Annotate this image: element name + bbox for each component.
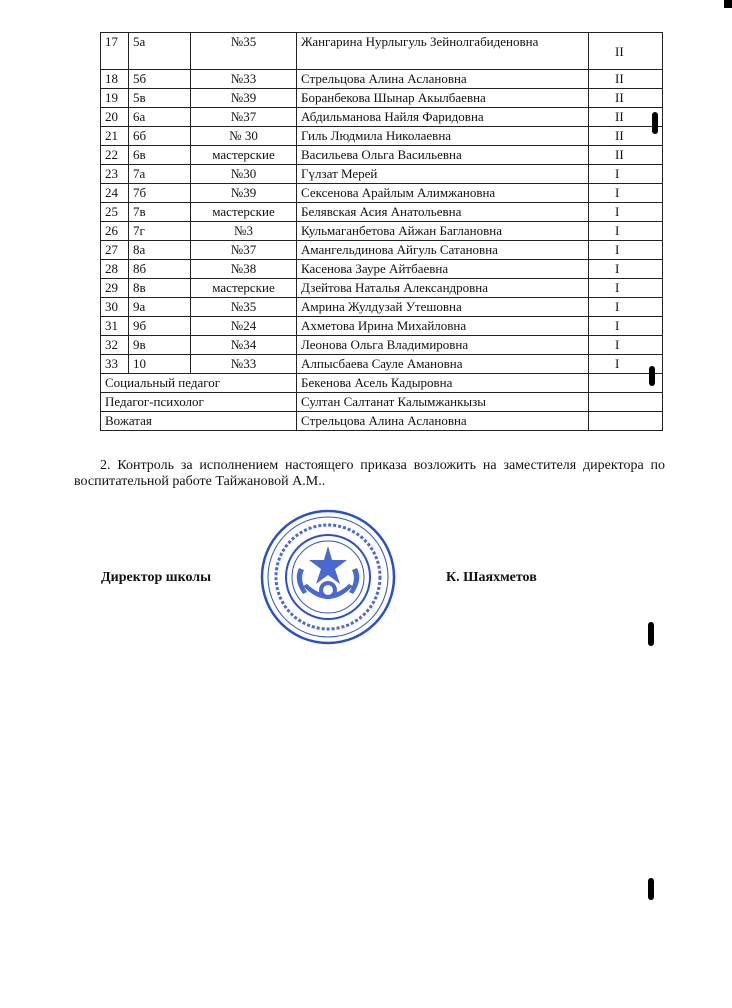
cell-cls: 6в <box>129 146 191 165</box>
cell-cls: 5в <box>129 89 191 108</box>
cell-name: Амангельдинова Айгуль Сатановна <box>297 241 589 260</box>
cell-name: Абдильманова Найля Фаридовна <box>297 108 589 127</box>
cell-room: мастерские <box>191 279 297 298</box>
cell-cls: 7б <box>129 184 191 203</box>
cell-cls: 8б <box>129 260 191 279</box>
control-paragraph: 2. Контроль за исполнением настоящего приказа возложить на заместителя директора по воспитательной работе Тайжановой А.М.. <box>74 458 665 489</box>
cell-room: №34 <box>191 336 297 355</box>
cell-cat: II <box>589 89 663 108</box>
cell-cat: I <box>589 241 663 260</box>
cell-cls: 7г <box>129 222 191 241</box>
cell-cat: II <box>589 33 663 70</box>
cell-cls: 9а <box>129 298 191 317</box>
cell-room: № 30 <box>191 127 297 146</box>
staff-row <box>101 374 663 393</box>
cell-name: Кульмаганбетова Айжан Баглановна <box>297 222 589 241</box>
table-row <box>101 184 663 203</box>
cell-cls: 8в <box>129 279 191 298</box>
cell-cat: II <box>589 108 663 127</box>
cell-name: Стрельцова Алина Аслановна <box>297 70 589 89</box>
scan-mark <box>724 0 732 8</box>
cell-cls: 7в <box>129 203 191 222</box>
cell-n: 22 <box>101 146 129 165</box>
cell-cls: 9в <box>129 336 191 355</box>
cell-n: 20 <box>101 108 129 127</box>
cell-n: 27 <box>101 241 129 260</box>
table-row <box>101 108 663 127</box>
table-row <box>101 279 663 298</box>
staff-row <box>101 393 663 412</box>
table-row <box>101 317 663 336</box>
cell-cls: 9б <box>129 317 191 336</box>
cell-name: Жангарина Нурлыгуль Зейнолгабиденовна <box>297 33 589 70</box>
table-row <box>101 127 663 146</box>
cell-cat: I <box>589 203 663 222</box>
staff-table <box>100 32 663 431</box>
cell-room: №3 <box>191 222 297 241</box>
cell-name: Васильева Ольга Васильевна <box>297 146 589 165</box>
cell-empty <box>589 393 663 412</box>
scan-mark <box>649 366 655 386</box>
cell-n: 21 <box>101 127 129 146</box>
cell-name: Сексенова Арайлым Алимжановна <box>297 184 589 203</box>
cell-cls: 10 <box>129 355 191 374</box>
cell-empty <box>589 412 663 431</box>
school-seal-icon <box>259 508 397 646</box>
cell-name: Леонова Ольга Владимировна <box>297 336 589 355</box>
cell-cls: 5б <box>129 70 191 89</box>
table-row <box>101 89 663 108</box>
cell-n: 28 <box>101 260 129 279</box>
cell-room: №37 <box>191 108 297 127</box>
cell-name: Белявская Асия Анатольевна <box>297 203 589 222</box>
cell-cls: 6а <box>129 108 191 127</box>
scan-mark <box>648 878 654 900</box>
cell-cat: I <box>589 336 663 355</box>
cell-name: Гүлзат Мерей <box>297 165 589 184</box>
cell-n: 30 <box>101 298 129 317</box>
cell-cat: I <box>589 165 663 184</box>
cell-room: №33 <box>191 355 297 374</box>
staff-row <box>101 412 663 431</box>
table-row <box>101 165 663 184</box>
cell-n: 18 <box>101 70 129 89</box>
table-row <box>101 355 663 374</box>
cell-cls: 8а <box>129 241 191 260</box>
cell-name: Касенова Зауре Айтбаевна <box>297 260 589 279</box>
cell-name: Стрельцова Алина Аслановна <box>297 412 589 431</box>
table-row <box>101 203 663 222</box>
table-row <box>101 298 663 317</box>
cell-name: Амрина Жулдузай Утешовна <box>297 298 589 317</box>
table-row <box>101 146 663 165</box>
cell-n: 19 <box>101 89 129 108</box>
table-row <box>101 241 663 260</box>
table-row <box>101 336 663 355</box>
cell-name: Дзейтова Наталья Александровна <box>297 279 589 298</box>
table-row <box>101 260 663 279</box>
cell-n: 26 <box>101 222 129 241</box>
cell-cat: II <box>589 127 663 146</box>
cell-room: №37 <box>191 241 297 260</box>
cell-name: Боранбекова Шынар Акылбаевна <box>297 89 589 108</box>
cell-cat: I <box>589 260 663 279</box>
table-row <box>101 222 663 241</box>
cell-name: Гиль Людмила Николаевна <box>297 127 589 146</box>
cell-cat: I <box>589 355 663 374</box>
cell-name: Алпысбаева Сауле Амановна <box>297 355 589 374</box>
cell-cls: 6б <box>129 127 191 146</box>
cell-room: №38 <box>191 260 297 279</box>
cell-cat: II <box>589 70 663 89</box>
cell-cat: I <box>589 184 663 203</box>
cell-room: №39 <box>191 89 297 108</box>
cell-room: №30 <box>191 165 297 184</box>
cell-name: Султан Салтанат Калымжанкызы <box>297 393 589 412</box>
cell-room: мастерские <box>191 203 297 222</box>
cell-role: Социальный педагог <box>101 374 297 393</box>
cell-n: 24 <box>101 184 129 203</box>
cell-room: №24 <box>191 317 297 336</box>
director-name: К. Шаяхметов <box>446 570 537 585</box>
cell-n: 33 <box>101 355 129 374</box>
cell-role: Вожатая <box>101 412 297 431</box>
cell-room: №35 <box>191 298 297 317</box>
cell-cat: I <box>589 279 663 298</box>
cell-n: 31 <box>101 317 129 336</box>
cell-cls: 5а <box>129 33 191 70</box>
cell-n: 29 <box>101 279 129 298</box>
table-row <box>101 70 663 89</box>
scan-mark <box>648 622 654 646</box>
cell-cat: I <box>589 317 663 336</box>
cell-name: Бекенова Асель Кадыровна <box>297 374 589 393</box>
cell-role: Педагог-психолог <box>101 393 297 412</box>
cell-cat: II <box>589 146 663 165</box>
cell-cat: I <box>589 222 663 241</box>
cell-n: 17 <box>101 33 129 70</box>
cell-room: мастерские <box>191 146 297 165</box>
cell-room: №35 <box>191 33 297 70</box>
cell-name: Ахметова Ирина Михайловна <box>297 317 589 336</box>
cell-n: 23 <box>101 165 129 184</box>
cell-cls: 7а <box>129 165 191 184</box>
cell-n: 25 <box>101 203 129 222</box>
scan-mark <box>652 112 658 134</box>
cell-n: 32 <box>101 336 129 355</box>
director-position: Директор школы <box>101 570 212 585</box>
cell-cat: I <box>589 298 663 317</box>
table-row <box>101 33 663 70</box>
cell-room: №33 <box>191 70 297 89</box>
cell-room: №39 <box>191 184 297 203</box>
